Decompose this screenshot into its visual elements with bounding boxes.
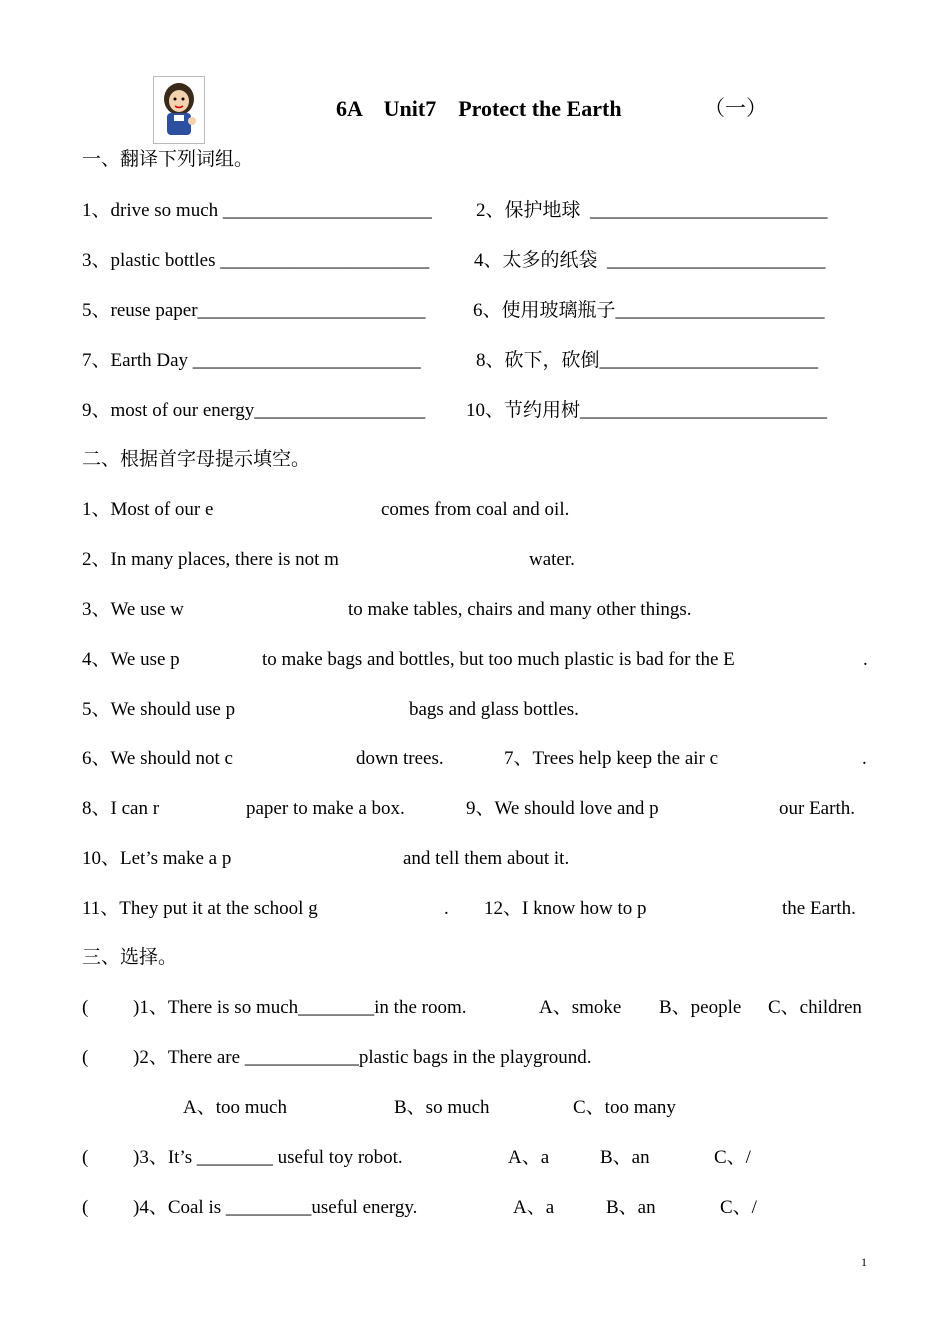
s2-item7-a: 7、Trees help keep the air c — [504, 748, 719, 769]
s1-row5-left: 9、most of our energy__________________ — [82, 400, 426, 421]
s2-item9-b: our Earth. — [779, 798, 855, 819]
s2-item8-b: paper to make a box. — [246, 798, 405, 819]
q4-paren: ( — [82, 1197, 89, 1218]
section3-heading: 三、选择。 — [82, 947, 178, 968]
s2-item12-a: 12、I know how to p — [484, 898, 647, 919]
s1-row1-left: 1、drive so much ______________________ — [82, 200, 432, 221]
s2-item5-a: 5、We should use p — [82, 699, 236, 720]
s1-row1-right: 2、保护地球 _________________________ — [476, 200, 828, 221]
s2-item12-b: the Earth. — [782, 898, 856, 919]
section2-heading: 二、根据首字母提示填空。 — [82, 449, 311, 470]
s2-item10-b: and tell them about it. — [403, 848, 570, 869]
s2-item6-b: down trees. — [356, 748, 444, 769]
s2-item1-a: 1、Most of our e — [82, 499, 214, 520]
s2-item8-a: 8、I can r — [82, 798, 160, 819]
q3-text: )3、It’s ________ useful toy robot. — [133, 1147, 403, 1168]
q3-option-a: A、a — [508, 1147, 550, 1168]
s2-item6-a: 6、We should not c — [82, 748, 233, 769]
s2-item3-b: to make tables, chairs and many other things. — [348, 599, 692, 620]
q3-option-c: C、/ — [714, 1147, 751, 1168]
s2-item10-a: 10、Let’s make a p — [82, 848, 232, 869]
s2-item3-a: 3、We use w — [82, 599, 184, 620]
s2-item4-c: . — [863, 649, 868, 670]
s1-row3-right: 6、使用玻璃瓶子______________________ — [473, 300, 825, 321]
q2-option-c: C、too many — [573, 1097, 676, 1118]
q4-option-b: B、an — [606, 1197, 656, 1218]
q3-option-b: B、an — [600, 1147, 650, 1168]
q1-option-a: A、smoke — [539, 997, 622, 1018]
q4-text: )4、Coal is _________useful energy. — [133, 1197, 418, 1218]
title-suffix: （一） — [704, 96, 767, 120]
q1-option-b: B、people — [659, 997, 742, 1018]
s2-item11-b: . — [444, 898, 449, 919]
s2-item1-b: comes from coal and oil. — [381, 499, 570, 520]
q3-paren: ( — [82, 1147, 89, 1168]
s1-row5-right: 10、节约用树__________________________ — [466, 400, 828, 421]
q1-option-c: C、children — [768, 997, 862, 1018]
q1-text: )1、There is so much________in the room. — [133, 997, 467, 1018]
s2-item2-a: 2、In many places, there is not m — [82, 549, 339, 570]
q2-option-a: A、too much — [183, 1097, 287, 1118]
q2-option-b: B、so much — [394, 1097, 490, 1118]
s2-item4-a: 4、We use p — [82, 649, 180, 670]
s2-item7-b: . — [862, 748, 867, 769]
s1-row4-left: 7、Earth Day ________________________ — [82, 350, 421, 371]
s2-item4-b: to make bags and bottles, but too much plastic is bad for the E — [262, 649, 735, 670]
s1-row2-left: 3、plastic bottles ______________________ — [82, 250, 430, 271]
s1-row3-left: 5、reuse paper________________________ — [82, 300, 426, 321]
q2-paren: ( — [82, 1047, 89, 1068]
s2-item11-a: 11、They put it at the school g — [82, 898, 318, 919]
s2-item5-b: bags and glass bottles. — [409, 699, 579, 720]
page-title: 6A Unit7 Protect the Earth — [336, 96, 622, 121]
s2-item2-b: water. — [529, 549, 575, 570]
q4-option-a: A、a — [513, 1197, 555, 1218]
girl-clipart-image — [153, 76, 205, 144]
q4-option-c: C、/ — [720, 1197, 757, 1218]
page-number: 1 — [861, 1255, 867, 1269]
q1-paren: ( — [82, 997, 89, 1018]
s1-row2-right: 4、太多的纸袋 _______________________ — [474, 250, 826, 271]
s2-item9-a: 9、We should love and p — [466, 798, 659, 819]
s1-row4-right: 8、砍下，砍倒_______________________ — [476, 350, 819, 371]
section1-heading: 一、翻译下列词组。 — [82, 149, 254, 170]
q2-text: )2、There are ____________plastic bags in the playground. — [133, 1047, 592, 1068]
